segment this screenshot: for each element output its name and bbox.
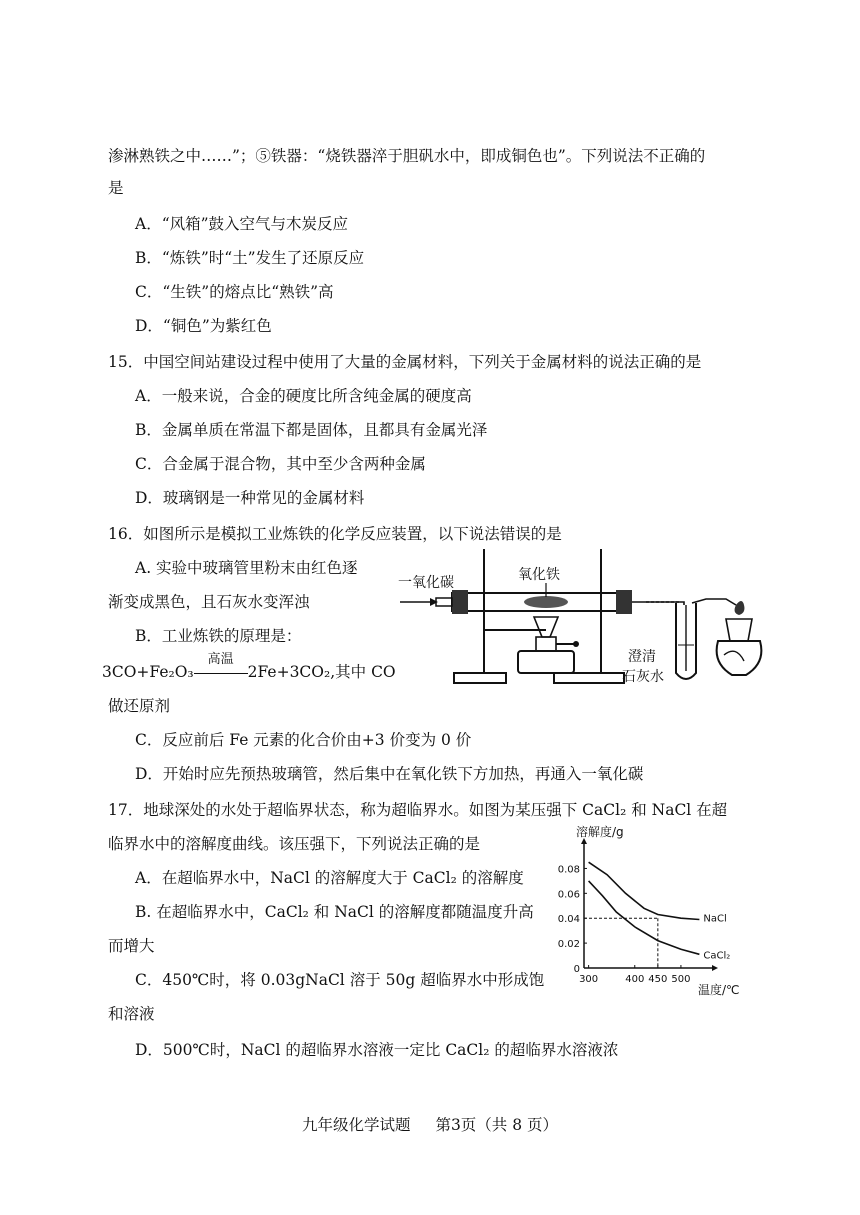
q16-option-a-line-2: 渐变成黑色，且石灰水变浑浊 bbox=[108, 593, 310, 611]
page-footer bbox=[0, 1113, 860, 1135]
limewater-label-1: 澄清 bbox=[628, 649, 656, 665]
series-label-cacl2: CaCl₂ bbox=[703, 950, 731, 962]
limewater-label-2: 石灰水 bbox=[622, 669, 664, 685]
y-axis-label: 溶解度/g bbox=[576, 825, 624, 839]
y-tick-label: 0.04 bbox=[557, 914, 580, 926]
q16-equation bbox=[102, 652, 396, 682]
q14-option-d: D．“铜色”为紫红色 bbox=[135, 317, 272, 335]
q14-option-c: C．“生铁”的熔点比“熟铁”高 bbox=[135, 283, 334, 301]
q17-option-c-line-2: 和溶液 bbox=[108, 1005, 155, 1023]
q17-option-a: A．在超临界水中，NaCl 的溶解度大于 CaCl₂ 的溶解度 bbox=[135, 869, 524, 887]
q17-stem-line-2: 临界水中的溶解度曲线。该压强下，下列说法正确的是 bbox=[108, 835, 481, 853]
x-axis-label: 温度/℃ bbox=[698, 983, 740, 997]
q15-option-c: C．合金属于混合物，其中至少含两种金属 bbox=[135, 455, 426, 473]
q15-option-b: B．金属单质在常温下都是固体，且都具有金属光泽 bbox=[135, 421, 488, 439]
q17-option-d: D．500℃时，NaCl 的超临界水溶液一定比 CaCl₂ 的超临界水溶液浓 bbox=[135, 1041, 619, 1059]
q17-option-b-line-1: B. 在超临界水中，CaCl₂ 和 NaCl 的溶解度都随温度升高 bbox=[135, 903, 534, 921]
y-tick-label: 0.02 bbox=[557, 939, 580, 951]
y-tick-label: 0.06 bbox=[557, 889, 580, 901]
x-tick-label: 500 bbox=[671, 974, 691, 985]
solubility-chart bbox=[548, 825, 748, 998]
fe2o3-label: 氧化铁 bbox=[518, 567, 560, 583]
footer-title: 九年级化学试题 bbox=[301, 1116, 411, 1134]
q17-option-c-line-1: C．450℃时，将 0.03gNaCl 溶于 50g 超临界水中形成饱 bbox=[135, 971, 545, 989]
q17-option-b-line-2: 而增大 bbox=[108, 937, 155, 955]
y-tick-label: 0 bbox=[573, 964, 580, 975]
q16-option-b-line-3: 做还原剂 bbox=[108, 697, 171, 715]
x-tick-label: 400 bbox=[625, 974, 645, 985]
series-line-nacl bbox=[589, 862, 700, 919]
q17-stem-line-1: 17．地球深处的水处于超临界状态，称为超临界水。如图为某压强下 CaCl₂ 和 NaCl 在超 bbox=[108, 801, 728, 819]
q16-equation-right: 2Fe+3CO₂,其中 CO bbox=[247, 663, 396, 681]
q15-option-d: D．玻璃钢是一种常见的金属材料 bbox=[135, 489, 365, 507]
x-axis-arrow bbox=[712, 965, 718, 971]
q16-equation-arrow bbox=[194, 652, 248, 682]
q16-stem: 16．如图所示是模拟工业炼铁的化学反应装置，以下说法错误的是 bbox=[108, 525, 562, 543]
q14-option-b: B．“炼铁”时“土”发生了还原反应 bbox=[135, 249, 365, 267]
q15-option-a: A．一般来说，合金的硬度比所含纯金属的硬度高 bbox=[135, 387, 472, 405]
footer-page-number: 第3页（共 8 页） bbox=[435, 1116, 559, 1134]
q14-stem-line-2: 是 bbox=[108, 179, 124, 197]
ironmaking-apparatus-diagram bbox=[396, 545, 786, 693]
y-tick-label: 0.08 bbox=[557, 864, 580, 876]
x-tick-label: 300 bbox=[579, 974, 599, 985]
q14-stem-line-1: 渗淋熟铁之中……”；⑤铁器：“烧铁器淬于胆矾水中，即成铜色也”。下列说法不正确的 bbox=[108, 147, 706, 165]
q15-stem: 15．中国空间站建设过程中使用了大量的金属材料，下列关于金属材料的说法正确的是 bbox=[108, 353, 702, 371]
q14-option-a: A．“风箱”鼓入空气与木炭反应 bbox=[135, 215, 349, 233]
series-label-nacl: NaCl bbox=[703, 913, 727, 925]
q16-equation-condition: 高温 bbox=[207, 652, 234, 667]
q16-option-d: D．开始时应先预热玻璃管，然后集中在氧化铁下方加热，再通入一氧化碳 bbox=[135, 765, 644, 783]
q16-equation-left: 3CO+Fe₂O₃ bbox=[102, 663, 194, 681]
x-tick-label: 450 bbox=[648, 974, 668, 985]
q16-option-c: C．反应前后 Fe 元素的化合价由+3 价变为 0 价 bbox=[135, 731, 472, 749]
q16-option-b-line-1: B．工业炼铁的原理是： bbox=[135, 627, 302, 645]
q16-option-a-line-1: A. 实验中玻璃管里粉末由红色逐 bbox=[135, 559, 358, 577]
co-label: 一氧化碳 bbox=[398, 575, 454, 591]
